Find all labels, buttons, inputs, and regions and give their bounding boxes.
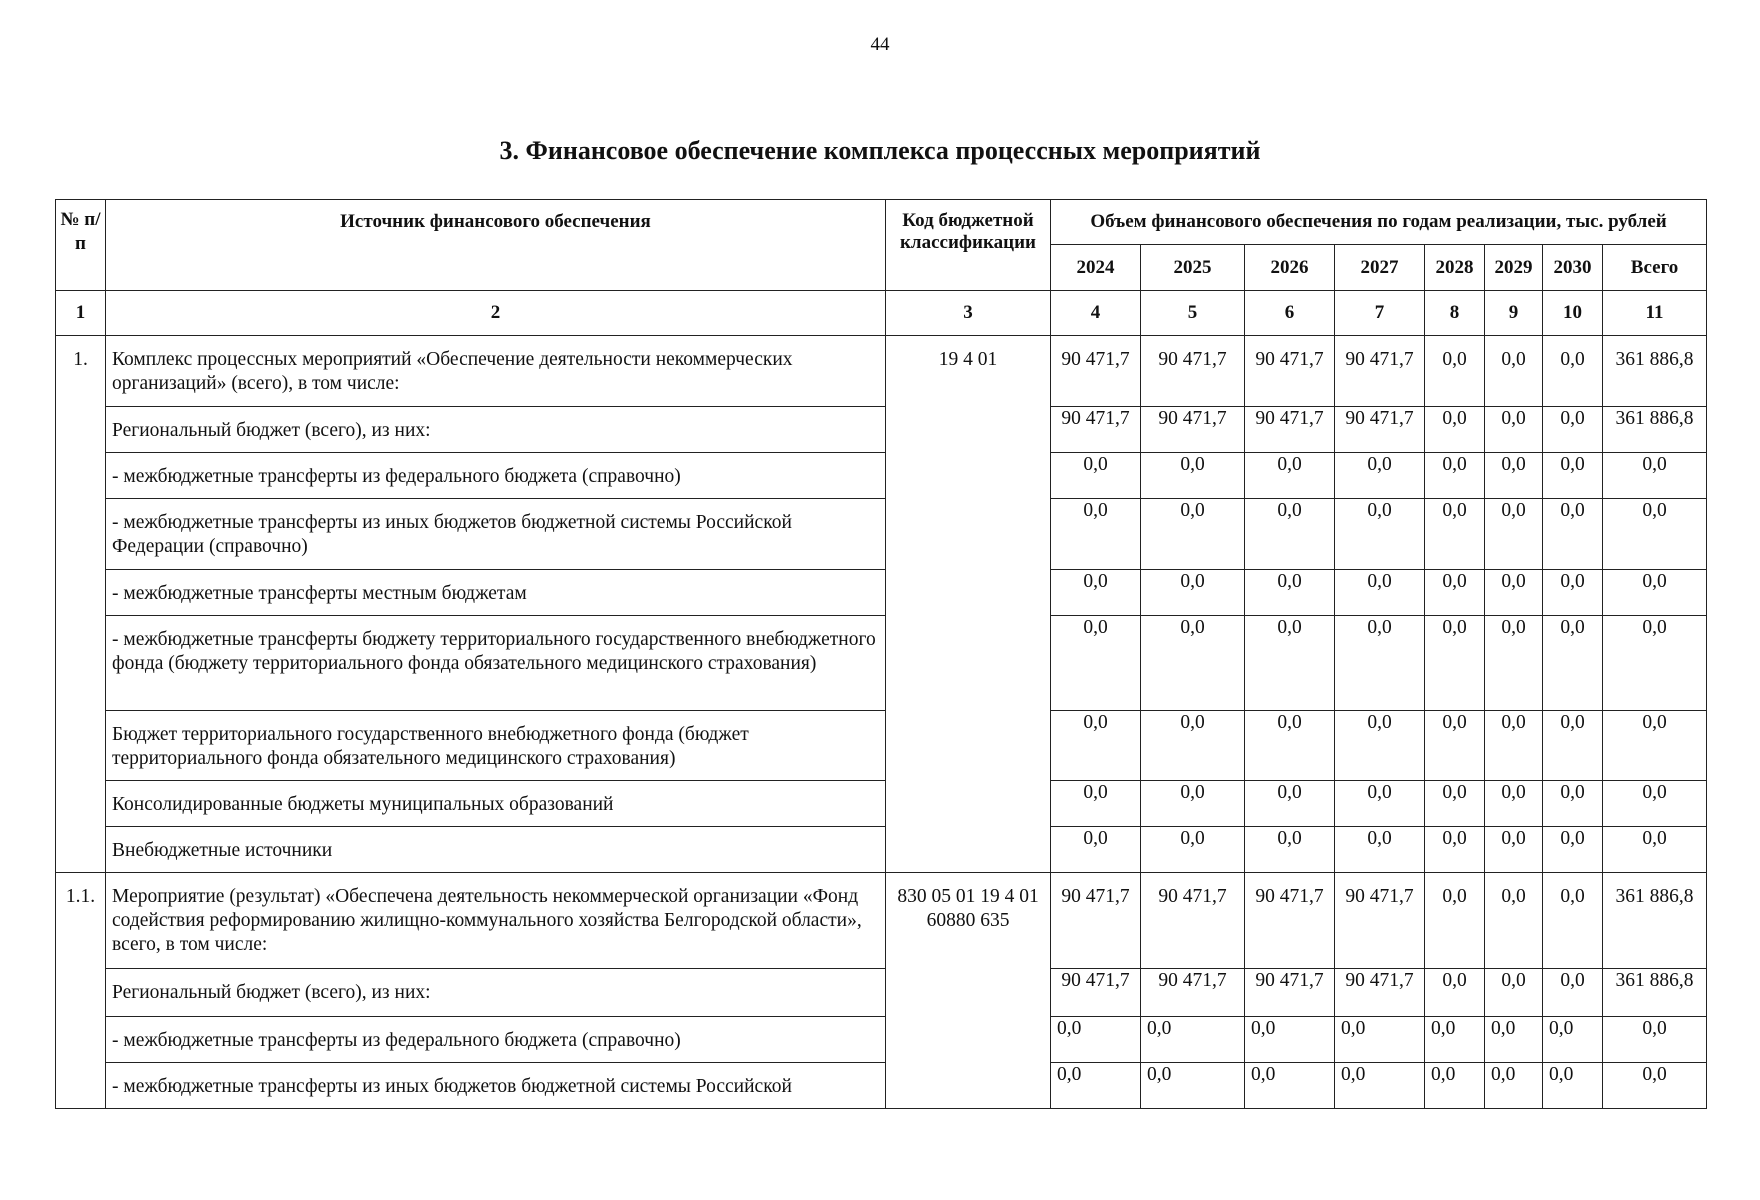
total-value-cell: 0,0	[1603, 499, 1707, 570]
year-value-cell: 0,0	[1543, 969, 1603, 1017]
column-number: 9	[1485, 291, 1543, 336]
year-value-cell: 0,0	[1425, 781, 1485, 827]
header-year: 2024	[1051, 245, 1141, 291]
table-row	[56, 1017, 1707, 1063]
year-value-cell: 0,0	[1051, 570, 1141, 616]
year-value-cell: 0,0	[1425, 1063, 1485, 1109]
year-value-cell: 0,0	[1245, 570, 1335, 616]
year-value-cell: 0,0	[1051, 499, 1141, 570]
source-cell: - межбюджетные трансферты из федерального бюджета (справочно)	[106, 1017, 886, 1063]
header-total: Всего	[1603, 245, 1707, 291]
source-cell: - межбюджетные трансферты из федерального бюджета (справочно)	[106, 453, 886, 499]
table-row	[56, 711, 1707, 781]
year-value-cell: 0,0	[1425, 407, 1485, 453]
total-value-cell: 0,0	[1603, 1063, 1707, 1109]
year-value-cell: 0,0	[1425, 969, 1485, 1017]
year-value-cell: 90 471,7	[1245, 336, 1335, 407]
header-row-1	[56, 200, 1707, 245]
table-row	[56, 781, 1707, 827]
column-number: 6	[1245, 291, 1335, 336]
total-value-cell: 361 886,8	[1603, 873, 1707, 969]
header-number: № п/п	[56, 200, 106, 291]
year-value-cell: 0,0	[1051, 616, 1141, 711]
year-value-cell: 0,0	[1141, 711, 1245, 781]
year-value-cell: 0,0	[1425, 1017, 1485, 1063]
year-value-cell: 0,0	[1051, 827, 1141, 873]
column-number: 4	[1051, 291, 1141, 336]
table-row	[56, 616, 1707, 711]
source-cell: Комплекс процессных мероприятий «Обеспечение деятельности некоммерческих организаций» (всего), в том числе:	[106, 336, 886, 407]
year-value-cell: 0,0	[1425, 873, 1485, 969]
year-value-cell: 0,0	[1141, 453, 1245, 499]
source-cell: Мероприятие (результат) «Обеспечена деятельность некоммерческой организации «Фонд содействия реформированию жилищно-коммунального хозяйства Белгородской области», всего, в том числе:	[106, 873, 886, 969]
year-value-cell: 0,0	[1485, 711, 1543, 781]
year-value-cell: 0,0	[1245, 781, 1335, 827]
table-row	[56, 1063, 1707, 1109]
total-value-cell: 0,0	[1603, 781, 1707, 827]
source-cell: - межбюджетные трансферты из иных бюджетов бюджетной системы Российской Федерации (справочно)	[106, 499, 886, 570]
year-value-cell: 0,0	[1543, 407, 1603, 453]
table-row	[56, 407, 1707, 453]
year-value-cell: 0,0	[1141, 499, 1245, 570]
year-value-cell: 0,0	[1485, 781, 1543, 827]
year-value-cell: 0,0	[1245, 1017, 1335, 1063]
year-value-cell: 0,0	[1051, 1017, 1141, 1063]
column-number: 8	[1425, 291, 1485, 336]
year-value-cell: 90 471,7	[1335, 969, 1425, 1017]
total-value-cell: 0,0	[1603, 1017, 1707, 1063]
year-value-cell: 0,0	[1141, 1017, 1245, 1063]
year-value-cell: 0,0	[1141, 781, 1245, 827]
table-row	[56, 969, 1707, 1017]
year-value-cell: 0,0	[1335, 827, 1425, 873]
column-number: 1	[56, 291, 106, 336]
year-value-cell: 90 471,7	[1245, 407, 1335, 453]
year-value-cell: 90 471,7	[1245, 969, 1335, 1017]
row-number: 1.1.	[56, 873, 106, 1109]
header-source: Источник финансового обеспечения	[106, 200, 886, 291]
year-value-cell: 0,0	[1543, 1017, 1603, 1063]
header-year: 2026	[1245, 245, 1335, 291]
source-cell: - межбюджетные трансферты местным бюджетам	[106, 570, 886, 616]
header-year: 2028	[1425, 245, 1485, 291]
year-value-cell: 0,0	[1485, 827, 1543, 873]
source-cell: Консолидированные бюджеты муниципальных образований	[106, 781, 886, 827]
total-value-cell: 361 886,8	[1603, 969, 1707, 1017]
year-value-cell: 0,0	[1485, 407, 1543, 453]
year-value-cell: 90 471,7	[1335, 407, 1425, 453]
table-row	[56, 827, 1707, 873]
year-value-cell: 90 471,7	[1335, 873, 1425, 969]
year-value-cell: 0,0	[1485, 616, 1543, 711]
year-value-cell: 0,0	[1335, 616, 1425, 711]
year-value-cell: 90 471,7	[1051, 873, 1141, 969]
year-value-cell: 0,0	[1245, 1063, 1335, 1109]
table-row	[56, 873, 1707, 969]
year-value-cell: 90 471,7	[1245, 873, 1335, 969]
year-value-cell: 0,0	[1543, 499, 1603, 570]
year-value-cell: 0,0	[1425, 570, 1485, 616]
table-row	[56, 336, 1707, 407]
year-value-cell: 0,0	[1335, 453, 1425, 499]
year-value-cell: 0,0	[1425, 499, 1485, 570]
year-value-cell: 0,0	[1485, 969, 1543, 1017]
year-value-cell: 0,0	[1425, 827, 1485, 873]
year-value-cell: 0,0	[1543, 781, 1603, 827]
year-value-cell: 0,0	[1335, 499, 1425, 570]
year-value-cell: 0,0	[1245, 453, 1335, 499]
year-value-cell: 0,0	[1485, 1017, 1543, 1063]
year-value-cell: 0,0	[1425, 453, 1485, 499]
header-volume: Объем финансового обеспечения по годам реализации, тыс. рублей	[1051, 200, 1707, 245]
column-number: 5	[1141, 291, 1245, 336]
source-cell: - межбюджетные трансферты из иных бюджетов бюджетной системы Российской	[106, 1063, 886, 1109]
year-value-cell: 0,0	[1051, 1063, 1141, 1109]
table-row	[56, 570, 1707, 616]
year-value-cell: 0,0	[1141, 1063, 1245, 1109]
year-value-cell: 0,0	[1141, 616, 1245, 711]
page-number: 44	[870, 34, 890, 55]
column-number: 3	[886, 291, 1051, 336]
year-value-cell: 0,0	[1051, 453, 1141, 499]
source-cell: Бюджет территориального государственного внебюджетного фонда (бюджет территориального фонда обязательного медицинского страхования)	[106, 711, 886, 781]
year-value-cell: 90 471,7	[1141, 969, 1245, 1017]
budget-code-cell: 19 4 01	[886, 336, 1051, 873]
year-value-cell: 0,0	[1425, 336, 1485, 407]
header-year: 2025	[1141, 245, 1245, 291]
year-value-cell: 0,0	[1543, 453, 1603, 499]
source-cell: - межбюджетные трансферты бюджету территориального государственного внебюджетного фонда (бюджету территориального фонда обязательного медицинского страхования)	[106, 616, 886, 711]
year-value-cell: 0,0	[1485, 1063, 1543, 1109]
year-value-cell: 0,0	[1245, 827, 1335, 873]
year-value-cell: 0,0	[1245, 616, 1335, 711]
year-value-cell: 0,0	[1141, 570, 1245, 616]
year-value-cell: 0,0	[1335, 570, 1425, 616]
year-value-cell: 0,0	[1245, 711, 1335, 781]
year-value-cell: 90 471,7	[1051, 407, 1141, 453]
year-value-cell: 0,0	[1335, 781, 1425, 827]
header-budget-code: Код бюджетной классификации	[886, 200, 1051, 291]
financing-table	[55, 199, 1707, 1109]
year-value-cell: 0,0	[1543, 336, 1603, 407]
year-value-cell: 0,0	[1543, 570, 1603, 616]
source-cell: Внебюджетные источники	[106, 827, 886, 873]
column-number: 11	[1603, 291, 1707, 336]
table-row	[56, 499, 1707, 570]
year-value-cell: 90 471,7	[1141, 873, 1245, 969]
year-value-cell: 90 471,7	[1051, 336, 1141, 407]
section-title: 3. Финансовое обеспечение комплекса процессных мероприятий	[499, 136, 1261, 165]
table-row	[56, 453, 1707, 499]
source-cell: Региональный бюджет (всего), из них:	[106, 407, 886, 453]
column-number: 2	[106, 291, 886, 336]
header-row-column-numbers	[56, 291, 1707, 336]
total-value-cell: 361 886,8	[1603, 336, 1707, 407]
year-value-cell: 90 471,7	[1335, 336, 1425, 407]
year-value-cell: 0,0	[1543, 711, 1603, 781]
header-year: 2027	[1335, 245, 1425, 291]
year-value-cell: 90 471,7	[1051, 969, 1141, 1017]
year-value-cell: 0,0	[1485, 873, 1543, 969]
year-value-cell: 0,0	[1485, 336, 1543, 407]
year-value-cell: 90 471,7	[1141, 336, 1245, 407]
total-value-cell: 0,0	[1603, 570, 1707, 616]
header-year: 2030	[1543, 245, 1603, 291]
year-value-cell: 90 471,7	[1141, 407, 1245, 453]
year-value-cell: 0,0	[1051, 711, 1141, 781]
year-value-cell: 0,0	[1051, 781, 1141, 827]
column-number: 7	[1335, 291, 1425, 336]
header-year: 2029	[1485, 245, 1543, 291]
total-value-cell: 0,0	[1603, 711, 1707, 781]
year-value-cell: 0,0	[1141, 827, 1245, 873]
source-cell: Региональный бюджет (всего), из них:	[106, 969, 886, 1017]
year-value-cell: 0,0	[1485, 453, 1543, 499]
year-value-cell: 0,0	[1425, 711, 1485, 781]
year-value-cell: 0,0	[1335, 1063, 1425, 1109]
year-value-cell: 0,0	[1485, 570, 1543, 616]
year-value-cell: 0,0	[1543, 616, 1603, 711]
year-value-cell: 0,0	[1485, 499, 1543, 570]
total-value-cell: 0,0	[1603, 827, 1707, 873]
year-value-cell: 0,0	[1543, 1063, 1603, 1109]
year-value-cell: 0,0	[1245, 499, 1335, 570]
budget-code-cell: 830 05 01 19 4 01 60880 635	[886, 873, 1051, 1109]
year-value-cell: 0,0	[1335, 711, 1425, 781]
total-value-cell: 0,0	[1603, 616, 1707, 711]
row-number: 1.	[56, 336, 106, 873]
year-value-cell: 0,0	[1543, 827, 1603, 873]
total-value-cell: 361 886,8	[1603, 407, 1707, 453]
column-number: 10	[1543, 291, 1603, 336]
year-value-cell: 0,0	[1425, 616, 1485, 711]
year-value-cell: 0,0	[1543, 873, 1603, 969]
year-value-cell: 0,0	[1335, 1017, 1425, 1063]
total-value-cell: 0,0	[1603, 453, 1707, 499]
